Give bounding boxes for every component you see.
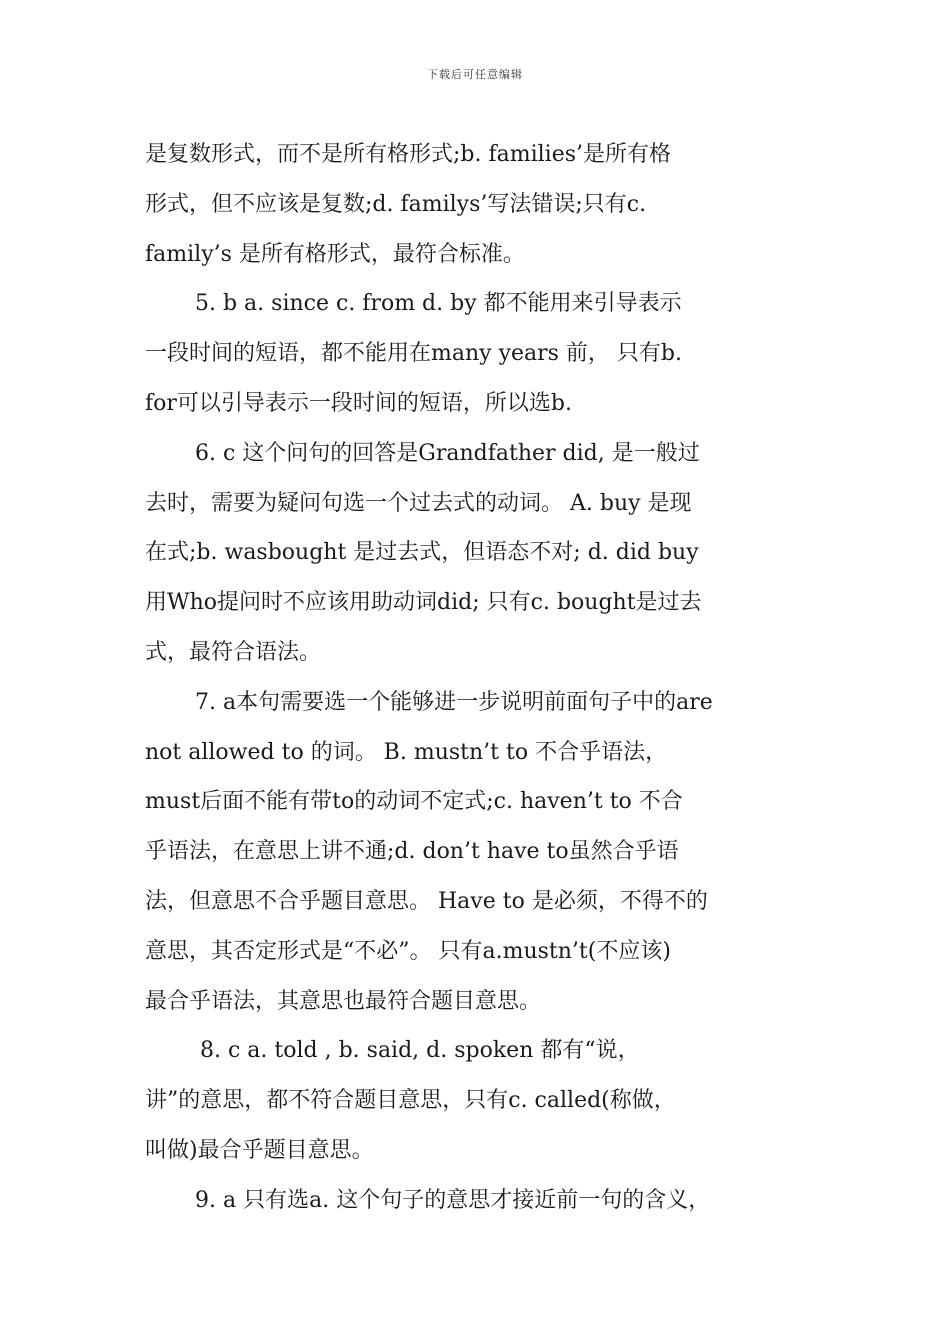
page-header: 下载后可任意编辑 <box>427 68 523 81</box>
text-line: 讲”的意思，都不符合题目意思，只有c. called(称做， <box>145 1088 676 1114</box>
text-line: 在式;b. wasbought 是过去式，但语态不对; d. did buy <box>145 540 699 566</box>
text-line: 是复数形式，而不是所有格形式;b. families’是所有格 <box>145 142 672 167</box>
text-line: 乎语法，在意思上讲不通;d. don’t have to虽然合乎语 <box>145 839 679 865</box>
text-line: family’s 是所有格形式，最符合标准。 <box>145 241 525 267</box>
text-line: for可以引导表示一段时间的短语，所以选b. <box>145 390 572 416</box>
text-line: 用Who提问时不应该用助动词did; 只有c. bought是过去 <box>145 590 702 616</box>
text-line: not allowed to 的词。 B. mustn’t to 不合乎语法， <box>145 739 668 765</box>
text-line: 叫做)最合乎题目意思。 <box>145 1137 374 1163</box>
text-line: 最合乎语法，其意思也最符合题目意思。 <box>145 988 542 1014</box>
answer-5-start: 5. b a. since c. from d. by 都不能用来引导表示 <box>195 291 682 317</box>
answer-7-start: 7. a本句需要选一个能够进一步说明前面句子中的are <box>195 689 713 715</box>
text-line: must后面不能有带to的动词不定式;c. haven’t to 不合 <box>145 789 683 815</box>
text-line: 一段时间的短语，都不能用在many years 前， 只有b. <box>145 341 683 367</box>
text-line: 式，最符合语法。 <box>145 639 322 665</box>
text-line: 去时，需要为疑问句选一个过去式的动词。 A. buy 是现 <box>145 490 692 516</box>
text-line: 法，但意思不合乎题目意思。 Have to 是必须，不得不的 <box>145 888 708 914</box>
text-line: 形式，但不应该是复数;d. familys’写法错误;只有c. <box>145 191 647 217</box>
answer-9-start: 9. a 只有选a. 这个句子的意思才接近前一句的含义， <box>195 1187 711 1213</box>
text-line: 意思，其否定形式是“不必”。 只有a.mustn’t(不应该) <box>145 938 671 964</box>
document-body <box>145 130 817 1226</box>
answer-6-start: 6. c 这个问句的回答是Grandfather did, 是一般过 <box>195 440 700 466</box>
answer-8-start: 8. c a. told , b. said, d. spoken 都有“说， <box>200 1038 640 1064</box>
